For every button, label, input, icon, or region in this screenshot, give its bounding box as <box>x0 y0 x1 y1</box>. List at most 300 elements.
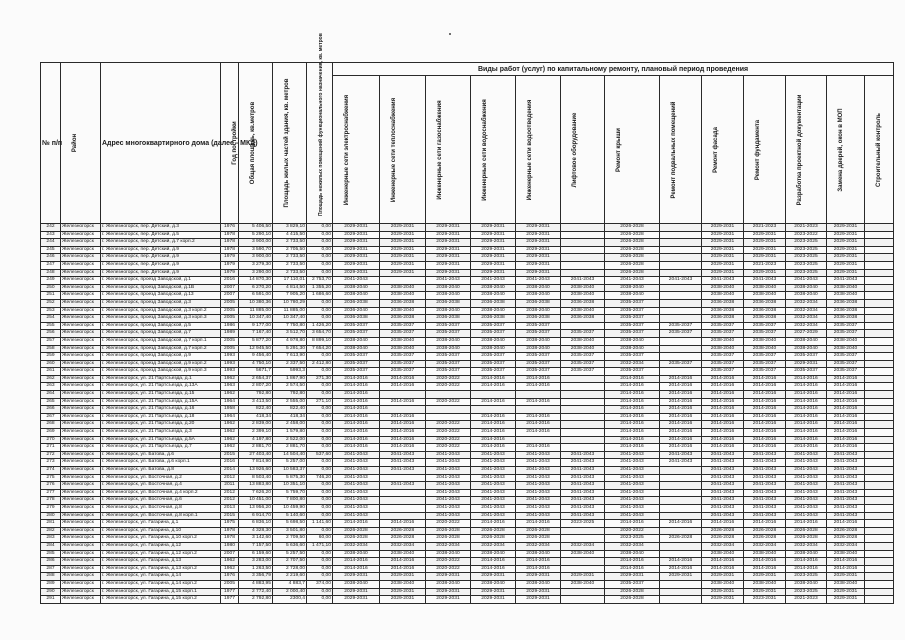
row-work-roof: 2035-2037 <box>605 315 660 323</box>
row-number: 291 <box>41 596 61 604</box>
row-work-basement <box>660 588 702 596</box>
row-work-control <box>865 580 894 588</box>
row-work-electric: 2041-2043 <box>333 512 380 520</box>
row-nonliving-area: 0,00 <box>307 444 333 452</box>
row-total-area: 2 792,80 <box>239 596 273 604</box>
row-work-design: 2021-2023 <box>786 596 827 604</box>
row-living-area: 2 555,00 <box>273 398 307 406</box>
row-work-electric: 2014-2016 <box>333 429 380 437</box>
row-work-facade: 2014-2016 <box>702 391 744 399</box>
row-work-roof: 2041-2043 <box>605 497 660 505</box>
row-work-lift: 2041-2043 <box>561 459 605 467</box>
row-work-water: 2035-2037 <box>471 353 516 361</box>
row-living-area: 2 707,50 <box>273 558 307 566</box>
row-work-gas: 2020-2022 <box>426 436 471 444</box>
row-work-sewer: 2041-2043 <box>516 467 561 475</box>
row-work-roof: 2038-2040 <box>605 292 660 300</box>
row-work-design: 2041-2043 <box>786 504 827 512</box>
row-work-control <box>865 588 894 596</box>
col-gas: Инженерные сети газоснабжения <box>426 76 471 224</box>
row-work-foundation: 2014-2016 <box>744 398 786 406</box>
table-row <box>41 231 894 239</box>
row-work-water: 2041-2043 <box>471 459 516 467</box>
row-number: 271 <box>41 444 61 452</box>
row-work-sewer: 2035-2037 <box>516 330 561 338</box>
row-work-control <box>865 269 894 277</box>
row-work-electric: 2029-2031 <box>333 588 380 596</box>
row-living-area: 4 415,50 <box>273 231 307 239</box>
row-number: 287 <box>41 565 61 573</box>
row-work-heat: 2029-2031 <box>380 596 426 604</box>
row-work-foundation: 2041-2043 <box>744 489 786 497</box>
row-work-foundation: 2035-2037 <box>744 353 786 361</box>
row-work-lift <box>561 421 605 429</box>
row-nonliving-area: 374,00 <box>307 580 333 588</box>
row-work-facade: 2041-2043 <box>702 474 744 482</box>
row-work-control <box>865 596 894 604</box>
row-work-roof: 2032-2034 <box>605 360 660 368</box>
col-nonliving-area: Площадь нежилых помещений функционального назначения, кв. метров <box>307 63 333 224</box>
row-work-lift: 2035-2037 <box>561 353 605 361</box>
row-work-electric: 2029-2031 <box>333 246 380 254</box>
row-total-area: 27 403,40 <box>239 451 273 459</box>
row-work-electric: 2014-2016 <box>333 436 380 444</box>
row-total-area: 13 883,80 <box>239 482 273 490</box>
row-work-gas: 2029-2031 <box>426 596 471 604</box>
row-work-lift <box>561 406 605 414</box>
row-work-design: 2038-2040 <box>786 345 827 353</box>
row-work-design: 2041-2043 <box>786 277 827 285</box>
row-district: Железногорск <box>61 459 101 467</box>
row-work-basement: 2035-2037 <box>660 330 702 338</box>
row-work-control <box>865 489 894 497</box>
row-total-area: 7 626,20 <box>239 489 273 497</box>
row-work-water: 2041-2043 <box>471 512 516 520</box>
row-work-doors: 2041-2043 <box>827 504 865 512</box>
row-work-design: 2027-2029 <box>786 330 827 338</box>
row-work-facade: 2014-2016 <box>702 429 744 437</box>
row-work-electric: 2029-2031 <box>333 231 380 239</box>
table-row <box>41 277 894 285</box>
row-work-sewer: 2041-2043 <box>516 459 561 467</box>
row-work-sewer: 2029-2031 <box>516 588 561 596</box>
row-work-sewer: 2038-2040 <box>516 307 561 315</box>
row-work-facade: 2038-2040 <box>702 580 744 588</box>
row-work-design: 2038-2040 <box>786 580 827 588</box>
row-work-roof: 2026-2028 <box>605 588 660 596</box>
row-work-electric: 2038-2040 <box>333 580 380 588</box>
row-work-water: 2014-2016 <box>471 375 516 383</box>
row-work-gas: 2035-2037 <box>426 368 471 376</box>
row-work-sewer: 2038-2040 <box>516 284 561 292</box>
row-year: 1964 <box>221 398 239 406</box>
row-nonliving-area: 7 654,20 <box>307 345 333 353</box>
table-row <box>41 345 894 353</box>
row-nonliving-area: 537,60 <box>307 451 333 459</box>
row-work-lift: 2041-2043 <box>561 497 605 505</box>
row-work-foundation: 2014-2016 <box>744 565 786 573</box>
table-row <box>41 299 894 307</box>
row-work-design: 2014-2016 <box>786 421 827 429</box>
row-work-design: 2014-2016 <box>786 391 827 399</box>
row-work-design: 2014-2016 <box>786 413 827 421</box>
row-work-gas: 2029-2031 <box>426 588 471 596</box>
row-year: 2007 <box>221 284 239 292</box>
row-work-sewer: 2014-2016 <box>516 520 561 528</box>
row-nonliving-area: 2 412,80 <box>307 360 333 368</box>
row-work-foundation: 2029-2031 <box>744 231 786 239</box>
row-work-sewer: 2038-2040 <box>516 337 561 345</box>
row-number: 256 <box>41 330 61 338</box>
row-work-gas: 2038-2040 <box>426 345 471 353</box>
row-work-facade: 2041-2043 <box>702 451 744 459</box>
row-total-area: 2 654,37 <box>239 375 273 383</box>
row-work-foundation: 2021-2023 <box>744 261 786 269</box>
row-work-heat: 2029-2031 <box>380 573 426 581</box>
row-work-design: 2021-2023 <box>786 224 827 232</box>
row-address: г. Железногорск, ул. Гагарина, д.1 <box>101 520 221 528</box>
row-total-area: 2 807,20 <box>239 383 273 391</box>
row-work-lift <box>561 527 605 535</box>
row-total-area: 13 926,60 <box>239 467 273 475</box>
row-work-design: 2014-2016 <box>786 436 827 444</box>
row-work-doors: 2029-2031 <box>827 573 865 581</box>
row-work-water: 2041-2043 <box>471 497 516 505</box>
row-work-heat: 2035-2037 <box>380 360 426 368</box>
row-work-heat: 2038-2040 <box>380 550 426 558</box>
row-district: Железногорск <box>61 542 101 550</box>
row-work-sewer: 2036-2038 <box>516 299 561 307</box>
row-living-area: 2 337,50 <box>273 360 307 368</box>
row-year: 2012 <box>221 489 239 497</box>
row-living-area: 2 219,60 <box>273 573 307 581</box>
col-design: Разработка проектной документации <box>786 76 827 224</box>
table-body <box>41 224 894 604</box>
table-row <box>41 292 894 300</box>
row-work-electric: 2038-2040 <box>333 345 380 353</box>
row-living-area: 17 110,01 <box>273 277 307 285</box>
row-work-electric: 2032-2034 <box>333 542 380 550</box>
row-work-water: 2014-2016 <box>471 436 516 444</box>
row-work-gas: 2029-2031 <box>426 224 471 232</box>
row-work-basement: 2014-2016 <box>660 398 702 406</box>
row-address: г. Железногорск, ул. Батова, д.8 <box>101 467 221 475</box>
row-work-design: 2014-2016 <box>786 375 827 383</box>
row-work-sewer: 2041-2043 <box>516 277 561 285</box>
row-number: 266 <box>41 406 61 414</box>
row-district: Железногорск <box>61 565 101 573</box>
row-district: Железногорск <box>61 596 101 604</box>
row-nonliving-area: 0,00 <box>307 406 333 414</box>
row-work-water: 2032-2034 <box>471 542 516 550</box>
row-address: г. Железногорск, проезд Заводской, д.3 корп.3 <box>101 315 221 323</box>
row-year: 1993 <box>221 368 239 376</box>
row-work-sewer: 2041-2043 <box>516 482 561 490</box>
row-work-sewer: 2041-2043 <box>516 451 561 459</box>
row-work-control <box>865 467 894 475</box>
row-living-area: 10 347,40 <box>273 315 307 323</box>
row-work-water: 2014-2016 <box>471 429 516 437</box>
row-total-area: 792,80 <box>239 391 273 399</box>
row-total-area: 3 900,00 <box>239 239 273 247</box>
row-work-foundation: 2029-2031 <box>744 254 786 262</box>
row-work-design: 2029-2031 <box>786 360 827 368</box>
row-work-lift <box>561 436 605 444</box>
row-total-area: 3 356,79 <box>239 573 273 581</box>
table-row <box>41 527 894 535</box>
row-work-electric: 2035-2037 <box>333 368 380 376</box>
row-work-facade: 2026-2028 <box>702 535 744 543</box>
row-year: 1962 <box>221 436 239 444</box>
row-work-heat: 2038-2040 <box>380 580 426 588</box>
row-work-design: 2041-2043 <box>786 512 827 520</box>
table-row <box>41 391 894 399</box>
row-work-design: 2032-2034 <box>786 542 827 550</box>
row-work-heat: 2038-2040 <box>380 337 426 345</box>
row-work-electric: 2029-2031 <box>333 269 380 277</box>
table-row <box>41 429 894 437</box>
row-work-heat: 2041-2043 <box>380 482 426 490</box>
row-work-design: 2041-2043 <box>786 459 827 467</box>
row-nonliving-area: 0,00 <box>307 467 333 475</box>
row-district: Железногорск <box>61 269 101 277</box>
col-sewer: Инженерные сети водоотведения <box>516 76 561 224</box>
row-nonliving-area: 0,00 <box>307 497 333 505</box>
row-work-sewer: 2029-2031 <box>516 269 561 277</box>
table-row <box>41 224 894 232</box>
row-work-water: 2035-2037 <box>471 368 516 376</box>
row-year: 1979 <box>221 254 239 262</box>
row-nonliving-area: 1 141,60 <box>307 520 333 528</box>
row-work-design: 2023-2025 <box>786 269 827 277</box>
row-work-basement: 2035-2037 <box>660 322 702 330</box>
row-work-roof: 2035-2037 <box>605 368 660 376</box>
row-work-design: 2041-2043 <box>786 489 827 497</box>
row-year: 1978 <box>221 231 239 239</box>
row-work-roof: 2014-2016 <box>605 565 660 573</box>
row-work-roof: 2041-2043 <box>605 277 660 285</box>
row-total-area: 3 279,30 <box>239 261 273 269</box>
row-work-heat: 2014-2016 <box>380 429 426 437</box>
row-work-basement <box>660 368 702 376</box>
row-total-area: 13 956,20 <box>239 504 273 512</box>
table-row <box>41 269 894 277</box>
row-work-water: 2038-2040 <box>471 307 516 315</box>
row-work-doors: 2029-2031 <box>827 231 865 239</box>
row-work-facade: 2014-2016 <box>702 558 744 566</box>
row-work-sewer: 2029-2031 <box>516 596 561 604</box>
row-work-doors: 2035-2037 <box>827 360 865 368</box>
row-work-electric: 2041-2043 <box>333 474 380 482</box>
row-work-lift: 2038-2040 <box>561 550 605 558</box>
row-work-design: 2023-2025 <box>786 246 827 254</box>
table-row <box>41 436 894 444</box>
row-work-gas <box>426 391 471 399</box>
row-work-lift <box>561 224 605 232</box>
row-district: Железногорск <box>61 292 101 300</box>
row-work-electric: 2038-2040 <box>333 284 380 292</box>
table-row <box>41 284 894 292</box>
row-work-control <box>865 497 894 505</box>
row-work-heat: 2038-2040 <box>380 307 426 315</box>
row-work-control <box>865 444 894 452</box>
row-work-basement: 2014-2016 <box>660 565 702 573</box>
row-work-gas: 2020-2022 <box>426 383 471 391</box>
row-address: г. Железногорск, проезд Заводской, д.5 <box>101 322 221 330</box>
row-work-doors: 2014-2016 <box>827 383 865 391</box>
row-work-basement: 2026-2028 <box>660 535 702 543</box>
row-work-lift: 2038-2040 <box>561 580 605 588</box>
row-total-area: 3 290,00 <box>239 269 273 277</box>
row-work-electric: 2041-2043 <box>333 451 380 459</box>
row-district: Железногорск <box>61 580 101 588</box>
row-work-electric: 2041-2043 <box>333 489 380 497</box>
row-district: Железногорск <box>61 254 101 262</box>
scan-speck <box>449 33 451 35</box>
row-work-doors: 2035-2037 <box>827 368 865 376</box>
row-work-electric: 2014-2016 <box>333 391 380 399</box>
row-work-design: 2032-2034 <box>786 315 827 323</box>
row-work-doors: 2029-2031 <box>827 224 865 232</box>
row-address: г. Железногорск, ул. Восточная, д.4 <box>101 482 221 490</box>
row-work-design: 2023-2022 <box>786 231 827 239</box>
row-work-foundation: 2041-2043 <box>744 512 786 520</box>
row-work-gas: 2029-2031 <box>426 573 471 581</box>
row-work-roof: 2032-2034 <box>605 542 660 550</box>
row-work-basement: 2014-2016 <box>660 520 702 528</box>
row-work-facade: 2029-2031 <box>702 239 744 247</box>
row-work-doors: 2035-2037 <box>827 330 865 338</box>
row-living-area: 11 885,00 <box>273 307 307 315</box>
row-nonliving-area: 2 753,70 <box>307 277 333 285</box>
row-address: г. Железногорск, ул. Гагарина, д.12 корп.2 <box>101 550 221 558</box>
row-work-foundation: 2041-2043 <box>744 474 786 482</box>
row-work-control <box>865 261 894 269</box>
row-work-lift <box>561 444 605 452</box>
row-work-lift <box>561 535 605 543</box>
row-living-area: 822,40 <box>273 406 307 414</box>
row-living-area: 2 733,50 <box>273 239 307 247</box>
row-work-roof: 2038-2040 <box>605 284 660 292</box>
row-total-area: 2 839,00 <box>239 421 273 429</box>
row-work-control <box>865 429 894 437</box>
row-number: 247 <box>41 261 61 269</box>
row-work-foundation: 2036-2038 <box>744 299 786 307</box>
row-year: 2005 <box>221 315 239 323</box>
row-living-area: 5 636,60 <box>273 542 307 550</box>
row-number: 261 <box>41 368 61 376</box>
row-work-gas: 2041-2043 <box>426 451 471 459</box>
row-work-design: 2014-2016 <box>786 444 827 452</box>
row-work-facade: 2036-2038 <box>702 315 744 323</box>
row-work-heat: 2038-2040 <box>380 345 426 353</box>
row-work-basement <box>660 254 702 262</box>
row-work-electric: 2038-2040 <box>333 550 380 558</box>
row-address: г. Железногорск, ул. Восточная, д.6 <box>101 497 221 505</box>
row-work-doors: 2041-2043 <box>827 497 865 505</box>
row-work-electric: 2026-2028 <box>333 527 380 535</box>
row-work-water: 2014-2016 <box>471 558 516 566</box>
row-work-roof: 2023-2025 <box>605 535 660 543</box>
row-work-basement: 2014-2016 <box>660 391 702 399</box>
row-number: 267 <box>41 413 61 421</box>
row-address: г. Железногорск, ул. 21 Партсъезда, д.5А <box>101 436 221 444</box>
row-work-gas: 2041-2043 <box>426 482 471 490</box>
row-work-lift: 2035-2037 <box>561 360 605 368</box>
row-living-area: 2 709,50 <box>273 535 307 543</box>
row-work-doors: 2029-2031 <box>827 588 865 596</box>
row-work-lift: 2041-2043 <box>561 504 605 512</box>
row-work-water: 2014-2016 <box>471 520 516 528</box>
row-work-control <box>865 459 894 467</box>
row-work-doors: 2038-2040 <box>827 337 865 345</box>
row-work-roof: 2014-2016 <box>605 398 660 406</box>
row-number: 258 <box>41 345 61 353</box>
row-work-electric: 2036-2040 <box>333 307 380 315</box>
row-nonliving-area: 0,00 <box>307 489 333 497</box>
row-work-lift: 2041-2043 <box>561 474 605 482</box>
row-work-lift: 2032-2034 <box>561 542 605 550</box>
row-total-area: 8 503,40 <box>239 474 273 482</box>
row-work-heat: 2035-2037 <box>380 322 426 330</box>
row-year: 1962 <box>221 421 239 429</box>
row-work-sewer: 2041-2043 <box>516 474 561 482</box>
row-work-lift: 2036-2038 <box>561 299 605 307</box>
row-living-area: 2 522,00 <box>273 436 307 444</box>
table-row <box>41 542 894 550</box>
row-address: г. Железногорск, проезд Заводской, д.3 корп.2 <box>101 307 221 315</box>
row-total-area: 10 380,36 <box>239 299 273 307</box>
row-work-control <box>865 307 894 315</box>
table-row <box>41 383 894 391</box>
row-address: г. Железногорск, пер. Детский, д.9 <box>101 254 221 262</box>
table-row <box>41 375 894 383</box>
row-year: 2005 <box>221 299 239 307</box>
row-work-basement <box>660 596 702 604</box>
row-work-control <box>865 573 894 581</box>
row-work-gas: 2035-2037 <box>426 353 471 361</box>
row-work-design: 2041-2043 <box>786 467 827 475</box>
row-work-basement <box>660 345 702 353</box>
row-work-sewer: 2029-2031 <box>516 573 561 581</box>
row-work-foundation: 2014-2016 <box>744 421 786 429</box>
table-row <box>41 489 894 497</box>
row-living-area: 4 883,7 <box>273 580 307 588</box>
row-work-heat <box>380 512 426 520</box>
table-row <box>41 360 894 368</box>
row-total-area: 7 167,40 <box>239 330 273 338</box>
row-work-water: 2041-2043 <box>471 489 516 497</box>
row-work-lift <box>561 375 605 383</box>
row-work-electric: 2041-2043 <box>333 497 380 505</box>
row-work-control <box>865 451 894 459</box>
row-work-control <box>865 277 894 285</box>
row-work-lift <box>561 269 605 277</box>
row-work-sewer: 2014-2016 <box>516 565 561 573</box>
row-total-area: 3 900,00 <box>239 254 273 262</box>
row-work-foundation: 2036-2038 <box>744 307 786 315</box>
row-year: 1979 <box>221 261 239 269</box>
row-work-sewer: 2014-2016 <box>516 383 561 391</box>
row-work-design: 2035-2037 <box>786 353 827 361</box>
row-address: г. Железногорск, проезд Заводской, д.9 корп.3 <box>101 368 221 376</box>
row-total-area: 3 413,50 <box>239 398 273 406</box>
row-work-roof: 2014-2016 <box>605 375 660 383</box>
row-work-heat: 2029-2031 <box>380 239 426 247</box>
row-work-foundation: 2029-2031 <box>744 246 786 254</box>
row-address: г. Железногорск, ул. 21 Партсъезда, д.20 <box>101 421 221 429</box>
row-living-area: 5993,3 <box>273 368 307 376</box>
